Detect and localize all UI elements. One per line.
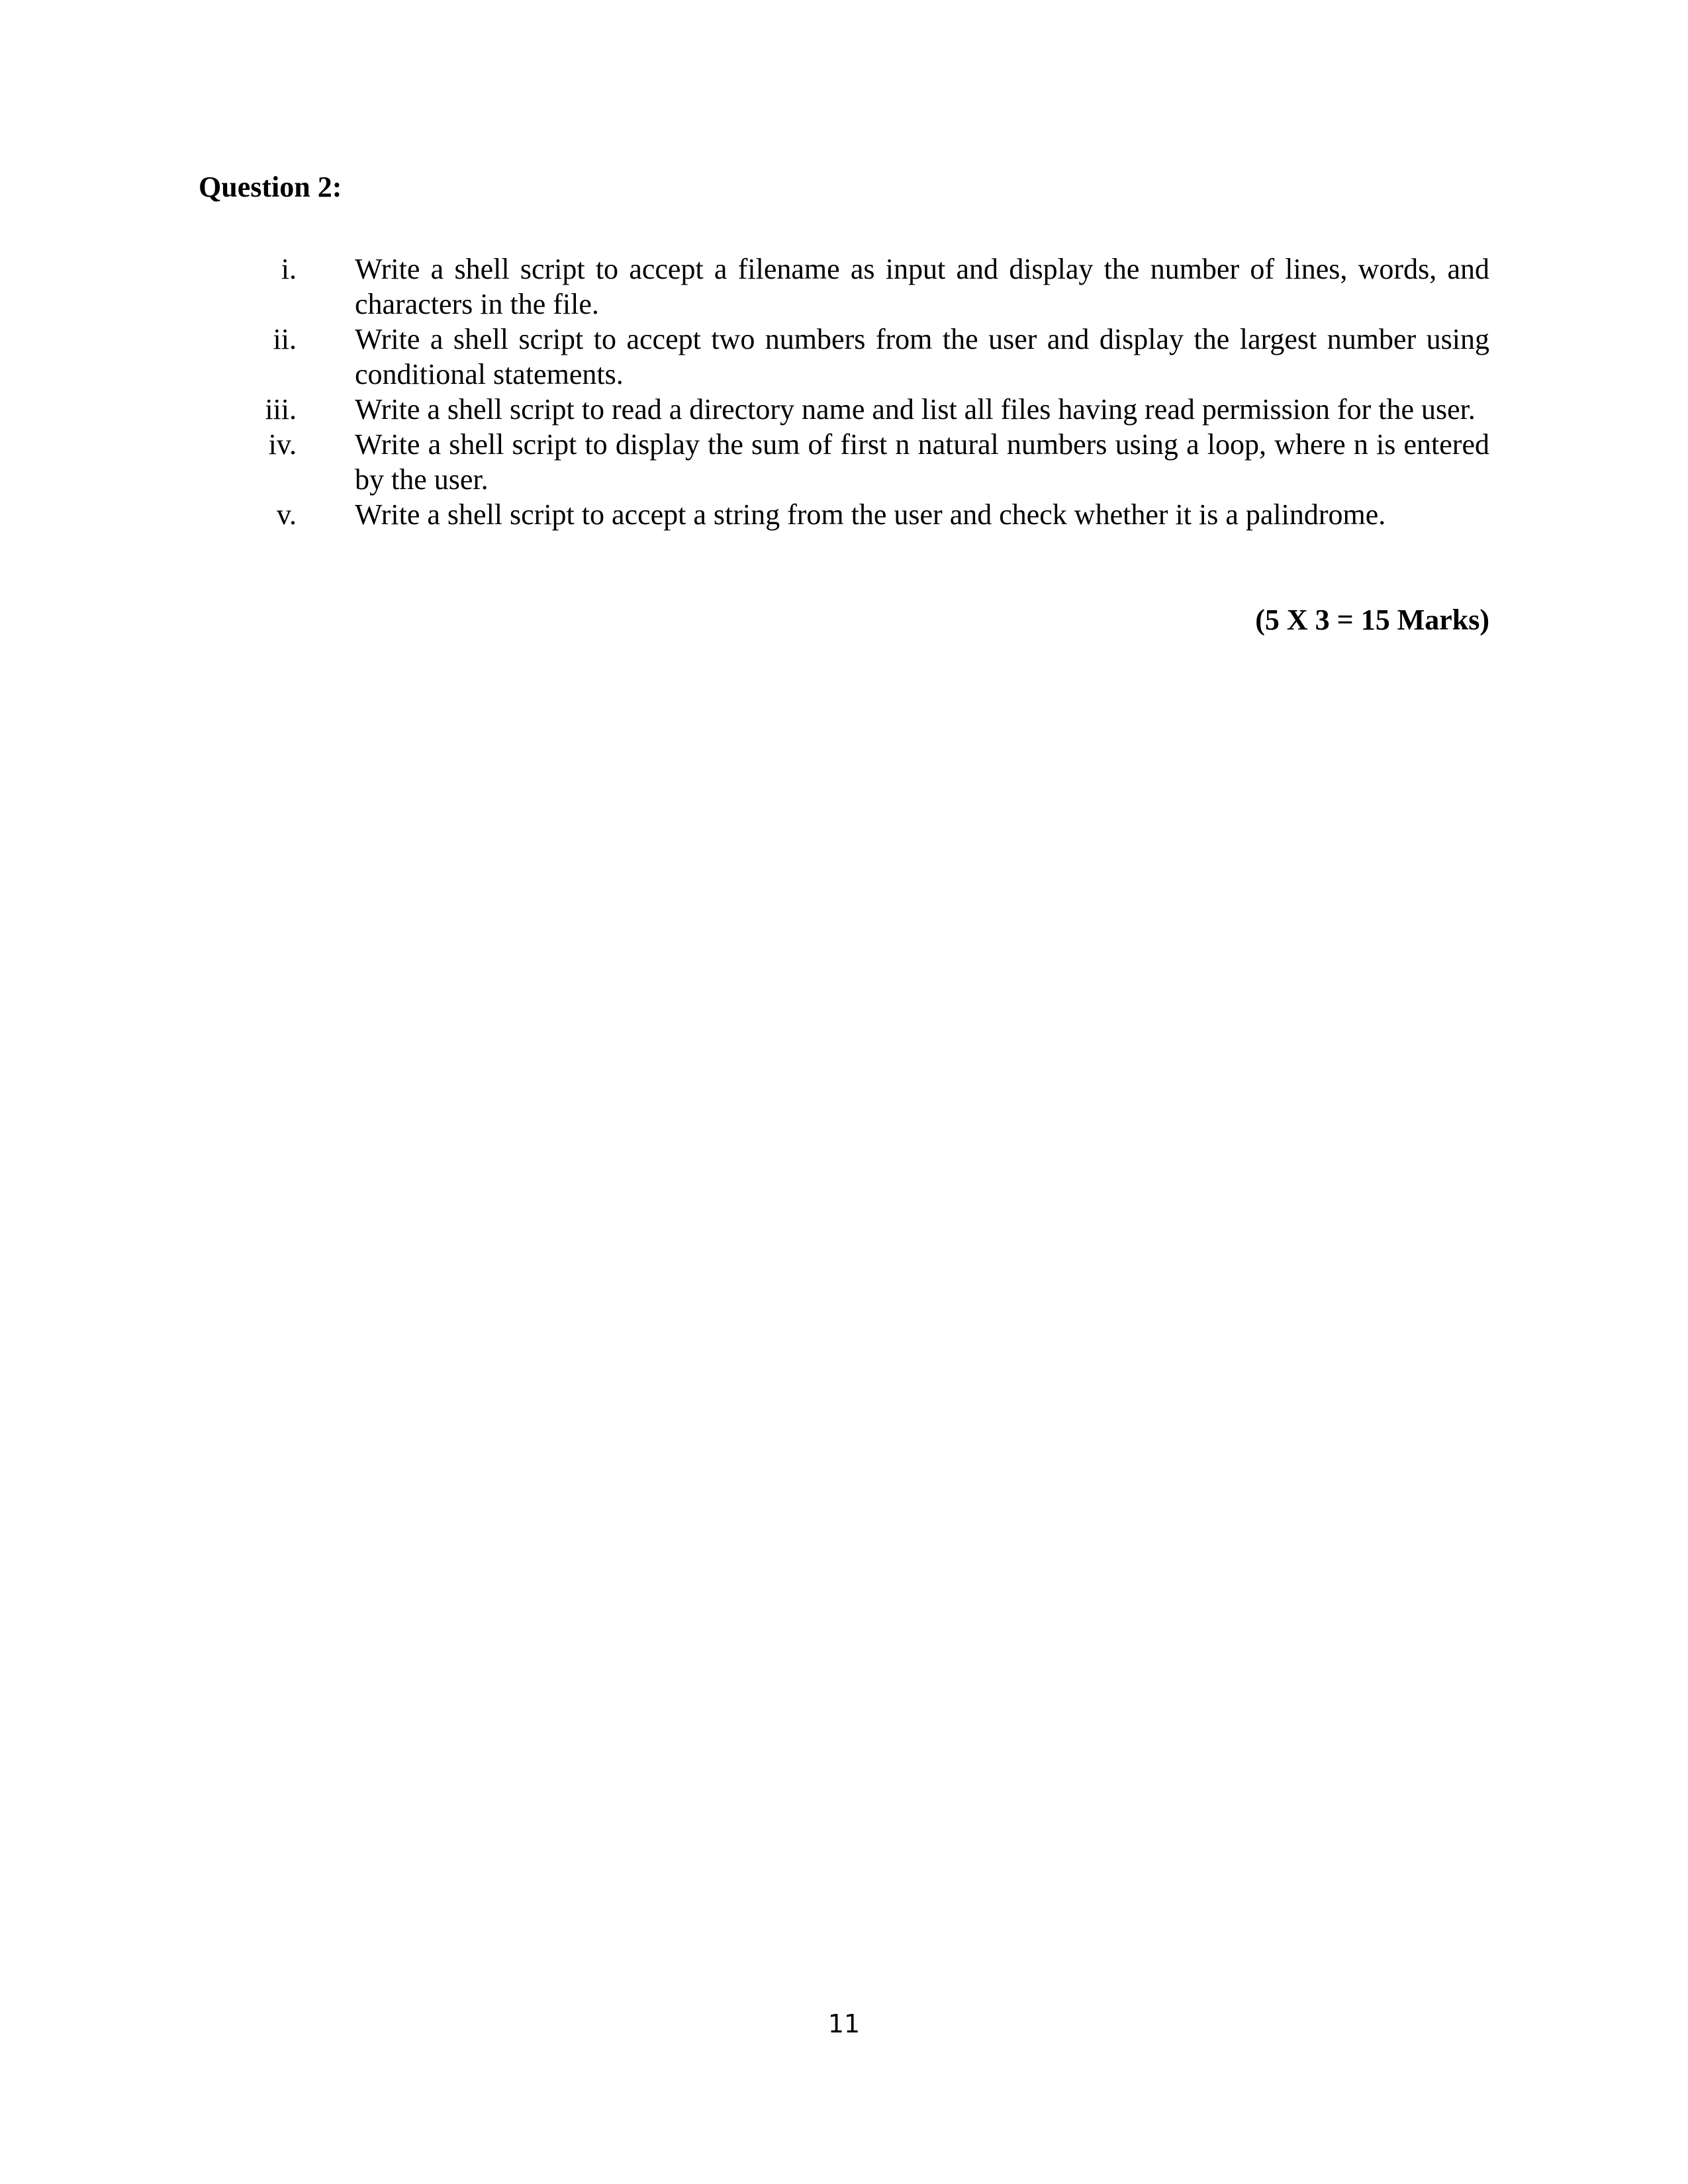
item-text: Write a shell script to display the sum of first n natural numbers using a loop, where n is entered by the user. (355, 428, 1489, 496)
item-text: Write a shell script to read a directory name and list all files having read permission for the user. (355, 393, 1476, 426)
question-item (199, 251, 1489, 322)
item-numeral: i. (281, 253, 297, 285)
item-text: Write a shell script to accept a filename as input and display the number of lines, words, and characters in the file. (355, 253, 1489, 320)
item-text: Write a shell script to accept a string from the user and check whether it is a palindrome. (355, 498, 1386, 531)
item-numeral: ii. (273, 323, 297, 355)
question-item-list (199, 251, 1489, 532)
page-number: 11 (827, 2009, 861, 2038)
question-item (199, 322, 1489, 392)
item-numeral: v. (276, 498, 297, 531)
question-item (199, 392, 1489, 427)
item-numeral: iv. (268, 428, 297, 461)
question-item (199, 427, 1489, 497)
item-text: Write a shell script to accept two numbers from the user and display the largest number using conditional statements. (355, 323, 1489, 390)
question-item (199, 497, 1489, 532)
question-heading: Question 2: (199, 171, 342, 203)
marks-allocation: (5 X 3 = 15 Marks) (1255, 604, 1489, 636)
item-numeral: iii. (265, 393, 297, 426)
